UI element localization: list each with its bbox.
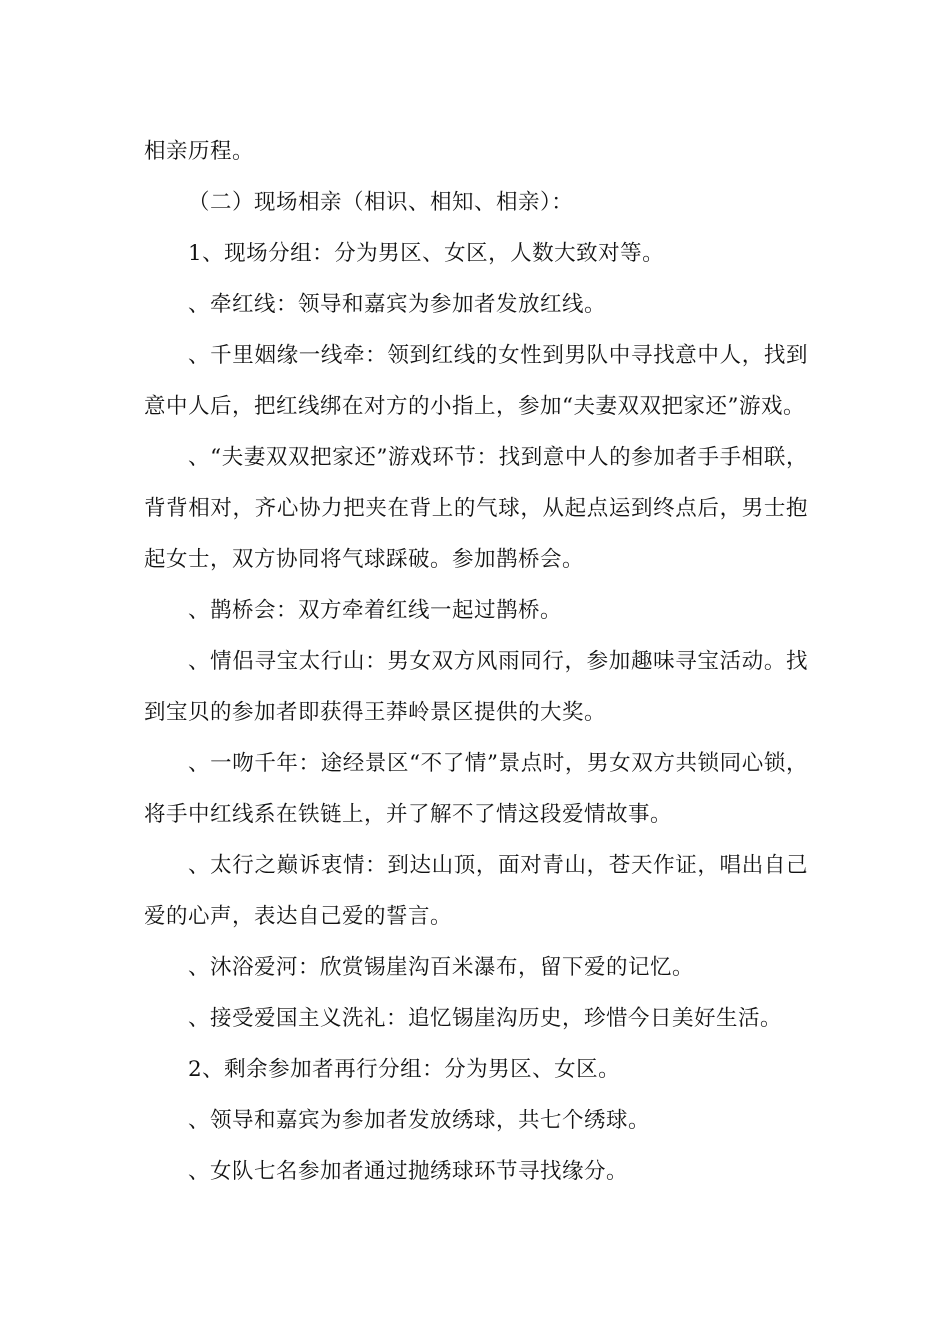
paragraph: （二）现场相亲（相识、相知、相亲）： — [188, 190, 574, 215]
paragraph: 1、现场分组：分为男区、女区，人数大致对等。 — [188, 241, 665, 266]
paragraph: 、情侣寻宝太行山：男女双方风雨同行，参加趣味寻宝活动。找到宝贝的参加者即获得王莽岭景区提供的大奖。 — [144, 649, 808, 725]
paragraph: 、鹊桥会：双方牵着红线一起过鹊桥。 — [188, 598, 563, 623]
paragraph: 、“夫妻双双把家还”游戏环节：找到意中人的参加者手手相联，背背相对，齐心协力把夹在背上的气球，从起点运到终点后，男士抱起女士，双方协同将气球踩破。参加鹊桥会。 — [144, 445, 808, 572]
paragraph: 、太行之巅诉衷情：到达山顶，面对青山，苍天作证，唱出自己爱的心声，表达自己爱的誓言。 — [144, 853, 808, 929]
paragraph: 相亲历程。 — [144, 139, 255, 164]
paragraph: 、领导和嘉宾为参加者发放绣球，共七个绣球。 — [188, 1108, 651, 1133]
paragraph: 、牵红线：领导和嘉宾为参加者发放红线。 — [188, 292, 607, 317]
paragraph: 、一吻千年：途经景区“不了情”景点时，男女双方共锁同心锁，将手中红线系在铁链上，并了解不了情这段爱情故事。 — [144, 751, 808, 827]
document-body — [144, 126, 808, 1197]
paragraph: 、女队七名参加者通过抛绣球环节寻找缘分。 — [188, 1159, 629, 1184]
paragraph: 、沐浴爱河：欣赏锡崖沟百米瀑布，留下爱的记忆。 — [188, 955, 695, 980]
paragraph: 、千里姻缘一线牵：领到红线的女性到男队中寻找意中人，找到意中人后，把红线绑在对方的小指上，参加“夫妻双双把家还”游戏。 — [144, 343, 808, 419]
paragraph: 2、剩余参加者再行分组：分为男区、女区。 — [188, 1057, 621, 1082]
paragraph: 、接受爱国主义洗礼：追忆锡崖沟历史，珍惜今日美好生活。 — [188, 1006, 783, 1031]
